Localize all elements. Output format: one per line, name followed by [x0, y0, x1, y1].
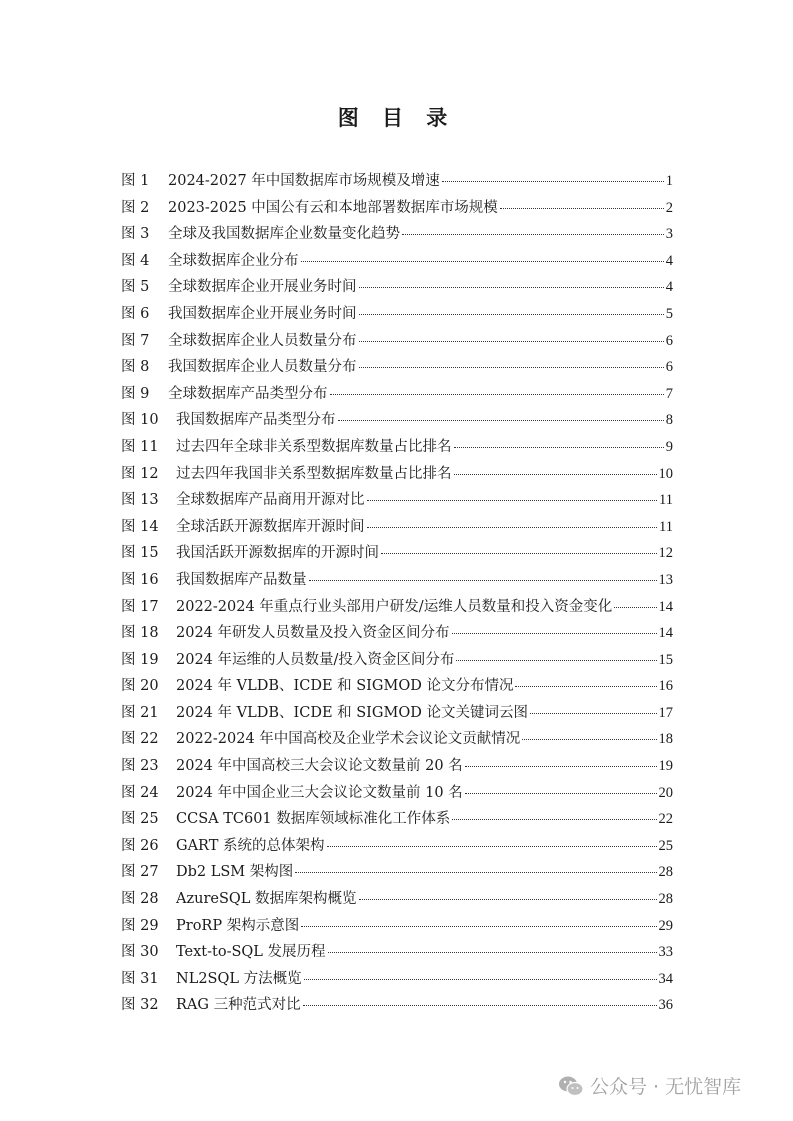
figure-title: CCSA TC601 数据库领域标准化工作体系	[176, 811, 451, 828]
page-number: 14	[658, 598, 673, 615]
figure-label: 图 29	[121, 917, 159, 934]
toc-entry[interactable]	[121, 435, 673, 462]
figure-label: 图 9	[121, 385, 150, 402]
figure-title: 过去四年全球非关系型数据库数量占比排名	[176, 438, 452, 455]
figure-label: 图 25	[121, 811, 159, 828]
figure-title: 全球数据库产品商用开源对比	[176, 492, 365, 509]
figure-title: 2023-2025 中国公有云和本地部署数据库市场规模	[168, 199, 498, 216]
dot-leader	[359, 341, 664, 342]
page-number: 22	[658, 811, 673, 828]
figure-title: 我国活跃开源数据库的开源时间	[176, 545, 379, 562]
page-number: 7	[665, 385, 673, 402]
figure-label: 图 10	[121, 412, 159, 429]
dot-leader	[359, 314, 664, 315]
toc-entry[interactable]	[121, 701, 673, 728]
figure-title: 我国数据库产品类型分布	[176, 412, 336, 429]
dot-leader	[301, 926, 656, 927]
figure-title: 2024 年中国高校三大会议论文数量前 20 名	[176, 758, 463, 775]
toc-entry[interactable]	[121, 196, 673, 223]
dot-leader	[359, 899, 657, 900]
dot-leader	[304, 979, 657, 980]
figure-title: 全球数据库产品类型分布	[168, 385, 328, 402]
dot-leader	[456, 660, 656, 661]
dot-leader	[295, 872, 656, 873]
watermark-text: 公众号 · 无忧智库	[590, 1076, 742, 1098]
dot-leader	[402, 234, 664, 235]
figure-title: 2024 年 VLDB、ICDE 和 SIGMOD 论文分布情况	[176, 678, 514, 695]
page-number: 20	[658, 784, 673, 801]
toc-entry[interactable]	[121, 249, 673, 276]
toc-entry[interactable]	[121, 488, 673, 515]
page-number: 36	[658, 997, 673, 1014]
page-number: 3	[665, 226, 673, 243]
figure-title: 全球及我国数据库企业数量变化趋势	[168, 226, 400, 243]
figure-title: 2024 年中国企业三大会议论文数量前 10 名	[176, 784, 463, 801]
figure-title: 2022-2024 年重点行业头部用户研发/运维人员数量和投入资金变化	[176, 598, 613, 615]
toc-entry[interactable]	[121, 807, 673, 834]
dot-leader	[330, 394, 664, 395]
figure-title: 全球数据库企业分布	[168, 252, 299, 269]
page-number: 33	[658, 944, 673, 961]
dot-leader	[328, 952, 657, 953]
dot-leader	[454, 447, 664, 448]
toc-entry[interactable]	[121, 834, 673, 861]
dot-leader	[327, 846, 657, 847]
toc-entry[interactable]	[121, 462, 673, 489]
figure-title: 2022-2024 年中国高校及企业学术会议论文贡献情况	[176, 731, 521, 748]
figure-label: 图 13	[121, 492, 159, 509]
figure-label: 图 3	[121, 226, 150, 243]
figure-title: 我国数据库产品数量	[176, 571, 307, 588]
page-number: 6	[665, 359, 673, 376]
dot-leader	[515, 686, 656, 687]
page-number: 28	[658, 891, 673, 908]
toc-entry[interactable]	[121, 993, 673, 1020]
dot-leader	[359, 287, 664, 288]
page-number: 8	[665, 412, 673, 429]
dot-leader	[367, 500, 658, 501]
page-number: 11	[659, 518, 673, 535]
figure-title: GART 系统的总体架构	[176, 837, 325, 854]
toc-entry[interactable]	[121, 222, 673, 249]
figure-label: 图 11	[121, 438, 159, 455]
figure-title: 过去四年我国非关系型数据库数量占比排名	[176, 465, 452, 482]
toc-entry[interactable]	[121, 674, 673, 701]
figure-label: 图 5	[121, 279, 150, 296]
toc-entry[interactable]	[121, 329, 673, 356]
toc-entry[interactable]	[121, 860, 673, 887]
page-number: 13	[658, 571, 673, 588]
dot-leader	[309, 580, 657, 581]
figure-title: Text-to-SQL 发展历程	[176, 944, 326, 961]
toc-entry[interactable]	[121, 727, 673, 754]
watermark	[558, 1072, 741, 1099]
toc-entry[interactable]	[121, 940, 673, 967]
page-number: 5	[665, 305, 673, 322]
figure-label: 图 7	[121, 332, 150, 349]
figure-label: 图 31	[121, 970, 159, 987]
toc-entry[interactable]	[121, 967, 673, 994]
dot-leader	[359, 367, 664, 368]
toc-entry[interactable]	[121, 887, 673, 914]
figure-label: 图 20	[121, 678, 159, 695]
page-number: 4	[665, 252, 673, 269]
toc-entry[interactable]	[121, 275, 673, 302]
dot-leader	[442, 181, 664, 182]
page-number: 4	[665, 279, 673, 296]
toc-entry[interactable]	[121, 382, 673, 409]
dot-leader	[452, 819, 656, 820]
figure-label: 图 1	[121, 173, 150, 189]
toc-entry[interactable]	[121, 515, 673, 542]
figure-title: 我国数据库企业人员数量分布	[168, 359, 357, 376]
dot-leader	[303, 1005, 657, 1006]
toc-entry[interactable]	[121, 781, 673, 808]
page-number: 34	[658, 970, 673, 987]
page-number: 15	[658, 651, 673, 668]
page-number: 16	[658, 678, 673, 695]
page-number: 14	[658, 625, 673, 642]
figure-label: 图 32	[121, 997, 159, 1014]
dot-leader	[367, 527, 658, 528]
dot-leader	[530, 713, 657, 714]
toc-entry[interactable]	[121, 408, 673, 435]
toc-entry[interactable]	[121, 169, 673, 196]
toc-entry[interactable]	[121, 568, 673, 595]
figure-label: 图 22	[121, 731, 159, 748]
dot-leader	[465, 766, 657, 767]
toc-entry[interactable]	[121, 621, 673, 648]
figure-label: 图 26	[121, 837, 159, 854]
toc-entry[interactable]	[121, 648, 673, 675]
page-number: 10	[658, 465, 673, 482]
figure-label: 图 15	[121, 545, 159, 562]
figure-label: 图 6	[121, 305, 150, 322]
page-number: 17	[658, 704, 673, 721]
figure-title: RAG 三种范式对比	[176, 997, 301, 1014]
toc-entry[interactable]	[121, 541, 673, 568]
page-number: 9	[665, 438, 673, 455]
dot-leader	[465, 793, 657, 794]
figure-label: 图 8	[121, 359, 150, 376]
figure-title: 全球数据库企业人员数量分布	[168, 332, 357, 349]
figure-label: 图 14	[121, 518, 159, 535]
wechat-icon	[558, 1075, 584, 1097]
dot-leader	[522, 739, 656, 740]
figure-title: Db2 LSM 架构图	[176, 864, 294, 881]
page-number: 2	[665, 199, 673, 216]
dot-leader	[338, 420, 664, 421]
page-number: 29	[658, 917, 673, 934]
figure-list	[121, 169, 673, 1020]
figure-label: 图 16	[121, 571, 159, 588]
figure-title: 我国数据库企业开展业务时间	[168, 305, 357, 322]
page-number: 19	[658, 758, 673, 775]
page-number: 25	[658, 837, 673, 854]
figure-label: 图 19	[121, 651, 159, 668]
figure-label: 图 24	[121, 784, 159, 801]
page-number: 1	[665, 173, 673, 189]
toc-entry[interactable]	[121, 754, 673, 781]
figure-title: ProRP 架构示意图	[176, 917, 300, 934]
page-number: 28	[658, 864, 673, 881]
figure-label: 图 17	[121, 598, 159, 615]
dot-leader	[301, 261, 664, 262]
figure-title: NL2SQL 方法概览	[176, 970, 302, 987]
toc-entry[interactable]	[121, 914, 673, 941]
figure-label: 图 12	[121, 465, 159, 482]
page-number: 12	[658, 545, 673, 562]
figure-label: 图 28	[121, 891, 159, 908]
page-number: 18	[658, 731, 673, 748]
figure-title: 2024-2027 年中国数据库市场规模及增速	[168, 173, 440, 189]
dot-leader	[500, 208, 664, 209]
page-title: 图 目 录	[337, 106, 456, 130]
toc-entry[interactable]	[121, 595, 673, 622]
figure-title: 2024 年运维的人员数量/投入资金区间分布	[176, 651, 455, 668]
figure-label: 图 23	[121, 758, 159, 775]
figure-label: 图 2	[121, 199, 150, 216]
figure-label: 图 4	[121, 252, 150, 269]
figure-title: 2024 年 VLDB、ICDE 和 SIGMOD 论文关键词云图	[176, 704, 528, 721]
figure-label: 图 27	[121, 864, 159, 881]
figure-title: 全球活跃开源数据库开源时间	[176, 518, 365, 535]
toc-entry[interactable]	[121, 355, 673, 382]
page-number: 11	[659, 492, 673, 509]
figure-label: 图 21	[121, 704, 159, 721]
toc-entry[interactable]	[121, 302, 673, 329]
figure-title: AzureSQL 数据库架构概览	[176, 891, 357, 908]
page-number: 6	[665, 332, 673, 349]
dot-leader	[614, 607, 656, 608]
dot-leader	[454, 474, 657, 475]
figure-title: 全球数据库企业开展业务时间	[168, 279, 357, 296]
figure-label: 图 30	[121, 944, 159, 961]
dot-leader	[452, 633, 657, 634]
figure-label: 图 18	[121, 625, 159, 642]
figure-title: 2024 年研发人员数量及投入资金区间分布	[176, 625, 450, 642]
dot-leader	[381, 553, 657, 554]
